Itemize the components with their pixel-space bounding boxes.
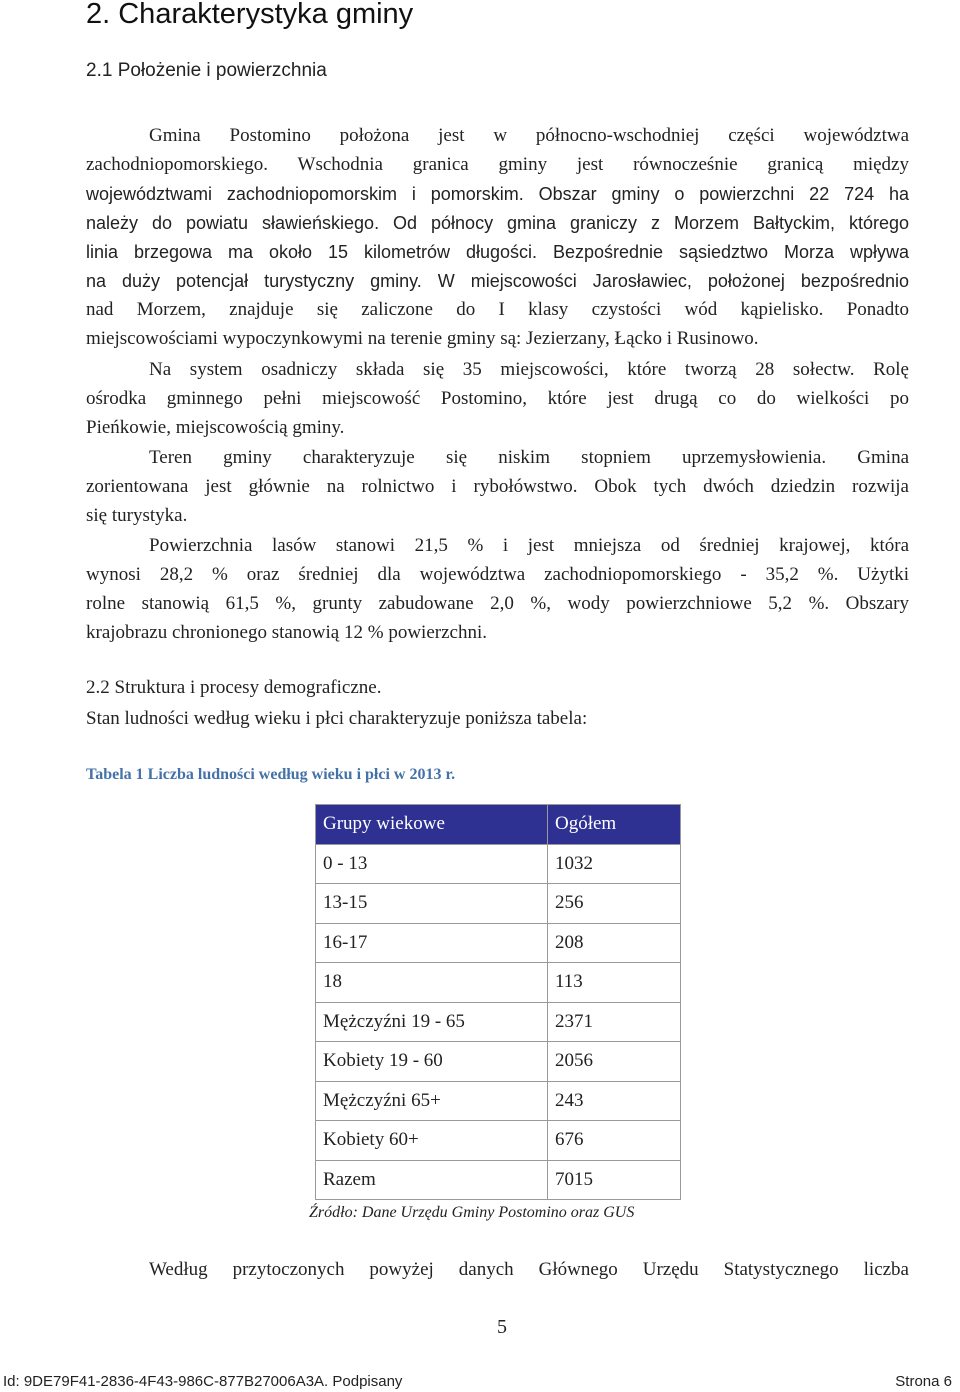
table-row [316, 963, 681, 1003]
table-cell: 2056 [548, 1042, 681, 1082]
paragraph-line: Według przytoczonych powyżej danych Głównego Urzędu Statystycznego liczba [149, 1259, 909, 1280]
footer-page-label: Strona 6 [895, 1373, 952, 1390]
paragraph-line: Na system osadniczy składa się 35 miejscowości, które tworzą 28 sołectw. Rolę [149, 359, 909, 380]
paragraph-line: rolne stanowią 61,5 %, grunty zabudowane 2,0 %, wody powierzchniowe 5,2 %. Obszary [86, 593, 909, 614]
table-row [316, 884, 681, 924]
table-row [316, 923, 681, 963]
paragraph-line: Gmina Postomino położona jest w północno-wschodniej części województwa [149, 125, 909, 146]
table-cell: Mężczyźni 65+ [316, 1081, 548, 1121]
table-source: Źródło: Dane Urzędu Gminy Postomino oraz GUS [309, 1204, 635, 1221]
paragraph-line: ośrodka gminnego pełni miejscowość Postomino, które jest drugą co do wielkości po [86, 388, 909, 409]
table-caption: Tabela 1 Liczba ludności według wieku i płci w 2013 r. [86, 766, 456, 783]
table-cell: 18 [316, 963, 548, 1003]
paragraph-line: zachodniopomorskiego. Wschodnia granica gminy jest równocześnie granicą między [86, 154, 909, 175]
paragraph-line: Teren gminy charakteryzuje się niskim stopniem uprzemysłowienia. Gmina [149, 447, 909, 468]
paragraph-line: linia brzegowa ma około 15 kilometrów długości. Bezpośrednie sąsiedztwo Morza wpływa [86, 242, 909, 262]
table-intro: Stan ludności według wieku i płci charakteryzuje poniższa tabela: [86, 708, 588, 729]
paragraph-line: się turystyka. [86, 505, 188, 526]
table-cell: Kobiety 60+ [316, 1121, 548, 1161]
table-cell: Kobiety 19 - 60 [316, 1042, 548, 1082]
table-cell: 208 [548, 923, 681, 963]
paragraph-line: wynosi 28,2 % oraz średniej dla województwa zachodniopomorskiego - 35,2 %. Użytki [86, 564, 909, 585]
table-cell: 256 [548, 884, 681, 924]
table-cell: 7015 [548, 1160, 681, 1200]
table-row [316, 1042, 681, 1082]
table-cell: 113 [548, 963, 681, 1003]
section-title-demography: 2.2 Struktura i procesy demograficzne. [86, 677, 382, 698]
table-row [316, 1121, 681, 1161]
table-cell: Mężczyźni 19 - 65 [316, 1002, 548, 1042]
table-cell: 16-17 [316, 923, 548, 963]
table-header-row [316, 805, 681, 845]
column-header: Ogółem [548, 805, 681, 845]
paragraph-line: województwami zachodniopomorskim i pomorskim. Obszar gminy o powierzchni 22 724 ha [86, 184, 909, 204]
table-row [316, 1002, 681, 1042]
table-cell: 676 [548, 1121, 681, 1161]
table-cell: 1032 [548, 844, 681, 884]
paragraph-line: zorientowana jest głównie na rolnictwo i rybołówstwo. Obok tych dwóch dziedzin rozwija [86, 476, 909, 497]
page-number: 5 [497, 1316, 507, 1338]
table-row [316, 1081, 681, 1121]
footer-document-id: Id: 9DE79F41-2836-4F43-986C-877B27006A3A. Podpisany [3, 1373, 403, 1390]
paragraph-line: należy do powiatu sławieńskiego. Od północy gmina graniczy z Morzem Bałtyckim, którego [86, 213, 909, 233]
table-cell: 0 - 13 [316, 844, 548, 884]
paragraph-line: miejscowościami wypoczynkowymi na terenie gminy są: Jezierzany, Łącko i Rusinowo. [86, 328, 759, 349]
population-table [315, 804, 681, 1200]
table-cell: 243 [548, 1081, 681, 1121]
section-title-location: 2.1 Położenie i powierzchnia [86, 60, 327, 81]
paragraph-line: krajobrazu chronionego stanowią 12 % powierzchni. [86, 622, 487, 643]
paragraph-line: Pieńkowie, miejscowością gminy. [86, 417, 345, 438]
table-cell: 2371 [548, 1002, 681, 1042]
table-row [316, 844, 681, 884]
table-cell: Razem [316, 1160, 548, 1200]
page-heading: 2. Charakterystyka gminy [86, 0, 414, 30]
column-header: Grupy wiekowe [316, 805, 548, 845]
paragraph-line: nad Morzem, znajduje się zaliczone do I klasy czystości wód kąpielisko. Ponadto [86, 299, 909, 320]
paragraph-line: na duży potencjał turystyczny gminy. W miejscowości Jarosławiec, położonej bezpośrednio [86, 271, 909, 291]
table-row [316, 1160, 681, 1200]
paragraph-line: Powierzchnia lasów stanowi 21,5 % i jest mniejsza od średniej krajowej, która [149, 535, 909, 556]
table-cell: 13-15 [316, 884, 548, 924]
